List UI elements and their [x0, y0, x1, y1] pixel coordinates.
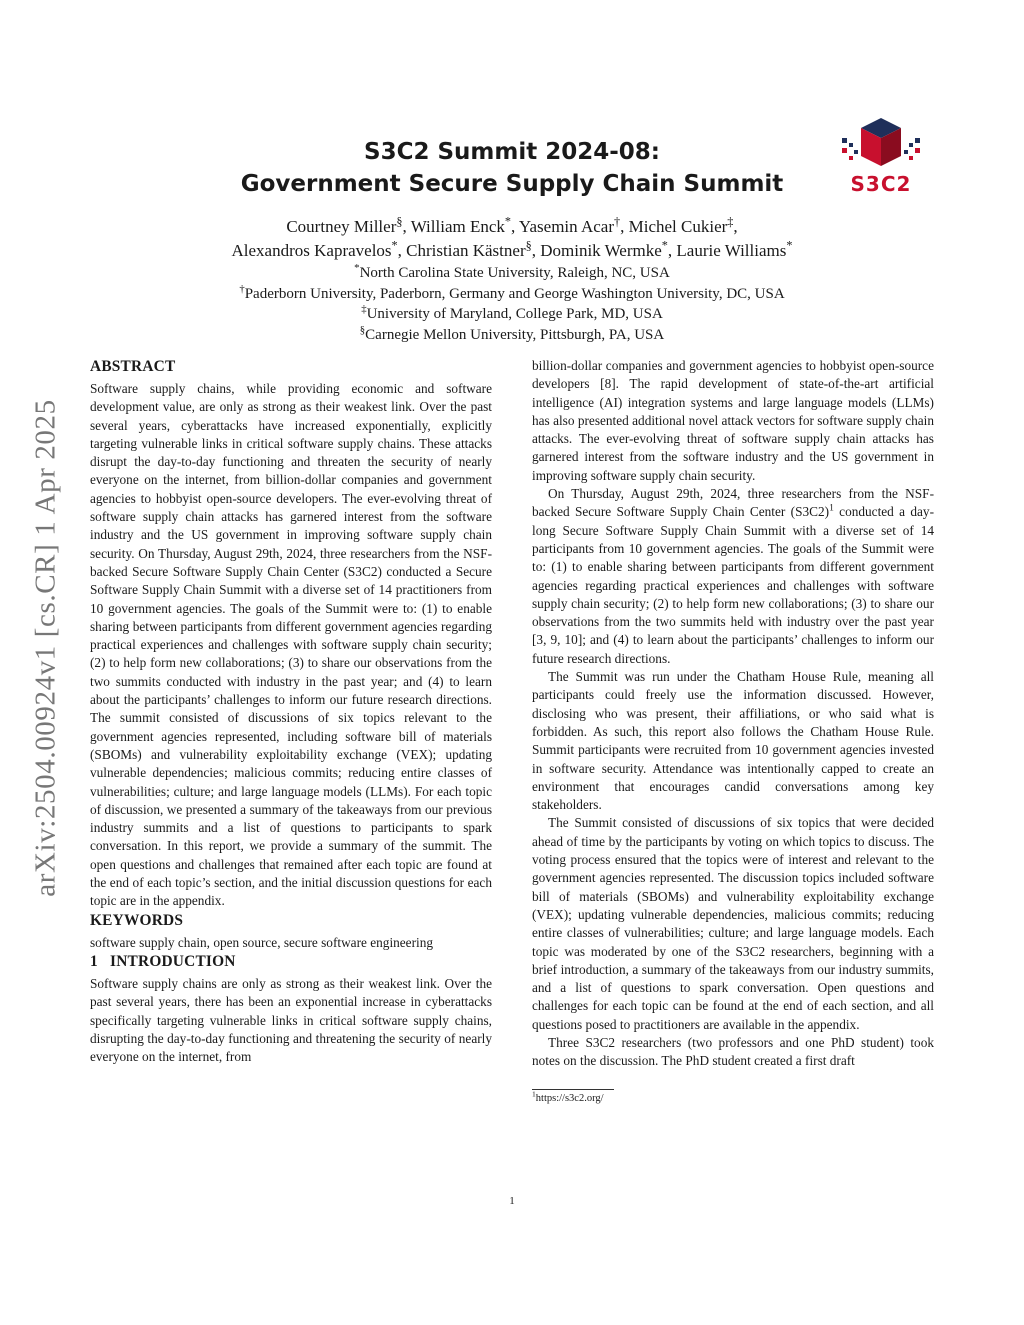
intro-paragraph-1: Software supply chains are only as strong as their weakest link. Over the past several years, there has been an exponential increase in cyberattacks specifically targeting vulnerable links in critical software supply chains, disrupting the day-to-day functioning and threatening the security of nearly everyone on the internet, from [90, 975, 492, 1065]
affiliation-mark: § [359, 323, 366, 336]
logo-pixel [909, 143, 913, 147]
author-affiliation-mark: † [613, 214, 621, 229]
affiliation-mark: † [239, 282, 245, 295]
logo-pixel [849, 156, 853, 160]
author-name: Alexandros Kapravelos [231, 241, 392, 260]
affiliation-text: North Carolina State University, Raleigh, NC, USA [359, 265, 670, 281]
intro-paragraph-3: The Summit was run under the Chatham House Rule, meaning all participants could freely use the information discussed. However, disclosing who was present, their affiliations, or who said what is forbidden. As such, this report also follows the Chatham House Rule. Summit participants were recruited from 10 government agencies invested in software security. Attendance was intentionally capped to create an environment that encourages candid conversations among key stakeholders. [532, 669, 934, 813]
affiliation-line [110, 263, 914, 284]
logo-pixel [909, 156, 913, 160]
intro-paragraph-2 [532, 485, 934, 668]
author-name: Courtney Miller [286, 217, 397, 236]
affiliation-text: Carnegie Mellon University, Pittsburgh, PA, USA [365, 326, 665, 343]
affiliation-mark: * [354, 262, 360, 274]
affiliation-line [110, 284, 914, 305]
affiliation-line [110, 304, 914, 325]
abstract-text: Software supply chains, while providing economic and software development value, are only as strong as their weakest link. Over the past several years, cyberattacks have increased exponentially, explicitly targeting vulnerable links in critical software supply chains. These attacks disrupt the day-to-day functioning and threaten the security of nearly everyone on the internet, from billion-dollar companies and government agencies to hobbyist open-source developers. The ever-evolving threat of software supply chain attacks has garnered interest from the software industry and the US government in improving software supply chain security. On Thursday, August 29th, 2024, three researchers from the NSF-backed Secure Software Supply Chain Center (S3C2) conducted a Secure Software Supply Chain Summit with a diverse set of 14 practitioners from 10 government agencies. The goals of the Summit were to: (1) to enable sharing between participants from different government agencies regarding practical experiences and challenges with software supply chain security; (2) to help form new collaborations; (3) to share our observations from the two summits conducted with industry in the past year; and (4) to learn about the participants’ challenges to inform our future research directions. The summit consisted of discussions of six topics relevant to the government agencies represented, including software bill of materials (SBOMs) and vulnerability exploitability exchange (VEX); updating vulnerable dependencies; malicious commits; reducing entire classes of vulnerabilities; culture; and large language models (LLMs). For each topic of discussion, we presented a summary of the takeaways from our previous industry summits and a list of questions to participants to spark conversation. In this report, we provide a summary of the summit. The open questions and challenges that remained after each topic are found at the end of each topic’s section, and the initial discussion questions for each topic are in the appendix. [90, 381, 492, 909]
left-column [90, 357, 492, 1066]
logo-pixel [842, 138, 847, 143]
intro-paragraph-1-continued: billion-dollar companies and government agencies to hobbyist open-source developers [8]. The rapid development of state-of-the-art artificial intelligence (AI) integration systems and large language models (LLMs) has also presented additional novel attack vectors for software supply chain attacks. The ever-evolving threat of software supply chain attacks has garnered interest from the software industry and the US government in improving software supply chain security. [532, 358, 934, 483]
author-name: William Enck [410, 217, 505, 236]
author-separator: , [531, 241, 541, 260]
logo-wordmark: S3C2 [850, 172, 912, 196]
intro-p2-after: conducted a day-long Secure Software Supply Chain Summit with a diverse set of 14 participants from 10 government agencies. The goals of the Summit were to: (1) to enable sharing between participants from different government agencies regarding practical experiences and challenges with software supply chain security; (2) to help form new collaborations; (3) to share our observations from the two summits held with industry over the past year [3, 9, 10]; and (4) to learn about the participants’ challenges to inform our future research directions. [532, 504, 934, 666]
affiliation-text: University of Maryland, College Park, MD, USA [366, 306, 663, 322]
author-affiliation-mark: § [525, 238, 532, 253]
keywords-text: software supply chain, open source, secure software engineering [90, 934, 434, 950]
introduction-heading: 1 INTRODUCTION [90, 952, 236, 970]
intro-paragraph-5: Three S3C2 researchers (two professors and one PhD student) took notes on the discussion. The PhD student created a first draft [532, 1034, 934, 1069]
author-affiliation-mark: § [396, 214, 403, 229]
keywords-heading: KEYWORDS [90, 911, 184, 929]
arxiv-sidebar [22, 365, 70, 930]
s3c2-logo [838, 116, 924, 196]
footnote-mark: 1 [532, 1089, 536, 1099]
logo-pixels-left [842, 138, 858, 160]
logo-pixel [854, 150, 858, 154]
author-affiliation-mark: * [661, 238, 668, 253]
page-number: 1 [509, 1195, 515, 1207]
author-affiliation-mark: * [391, 238, 398, 253]
abstract-heading: ABSTRACT [90, 358, 176, 375]
logo-pixel [915, 148, 920, 153]
title-line-1: S3C2 Summit 2024-08: [364, 139, 660, 165]
author-name: Yasemin Acar [518, 217, 614, 236]
author-affiliation-mark: ‡ [727, 214, 734, 229]
author-separator: , [511, 217, 519, 236]
paper-title [150, 136, 874, 200]
logo-pixels-right [904, 138, 920, 160]
logo-pixel [915, 138, 920, 143]
author-separator: , [402, 217, 411, 236]
author-separator: , [733, 217, 738, 236]
author-affiliation-mark: * [786, 238, 793, 253]
right-column [532, 357, 934, 1106]
affiliation-list [110, 263, 914, 345]
title-line-2: Government Secure Supply Chain Summit [240, 171, 784, 197]
logo-pixel [904, 150, 908, 154]
footnote-divider [532, 1089, 614, 1090]
arxiv-identifier: arXiv:2504.00924v1 [cs.CR] 1 Apr 2025 [29, 398, 62, 897]
affiliation-line [110, 325, 914, 346]
author-line-2 [110, 239, 914, 263]
author-name: Laurie Williams [676, 241, 787, 260]
author-name: Christian Kästner [406, 241, 526, 260]
author-separator: , [667, 241, 677, 260]
affiliation-text: Paderborn University, Paderborn, Germany and George Washington University, DC, USA [244, 285, 785, 302]
affiliation-mark: ‡ [361, 303, 367, 315]
logo-pixel [849, 143, 853, 147]
author-affiliation-mark: * [504, 214, 512, 229]
author-name: Michel Cukier [628, 217, 728, 236]
author-separator: , [620, 217, 629, 236]
author-list [110, 215, 914, 263]
author-name: Dominik Wermke [540, 241, 662, 260]
author-separator: , [397, 241, 407, 260]
intro-paragraph-4: The Summit consisted of discussions of six topics that were decided ahead of time by the participants by voting on which topics to discuss. The voting process ensured that the topics were of interest and relevant to the government agencies represented. The discussion topics included software bill of materials (SBOMs) and vulnerability exploitability exchange (VEX); updating vulnerable dependencies, malicious commits; reducing entire classes of vulnerabilities; culture; and large language models. Each topic was moderated by one of the S3C2 researchers, beginning with a brief introduction, a summary of the takeaways from our industry summits, and a list of questions to spark conversation. Open questions and challenges for each topic can be found at the end of each section, and all questions posed to practitioners are available in the appendix. [532, 815, 934, 1032]
footnote [532, 1089, 934, 1106]
intro-p2-before: On Thursday, August 29th, 2024, three researchers from the NSF-backed Secure Software Supply Chain Center (S3C2) [532, 486, 934, 520]
author-line-1 [110, 215, 914, 239]
footnote-ref[interactable]: 1 [829, 502, 834, 514]
footnote-link[interactable]: https://s3c2.org/ [535, 1092, 604, 1104]
logo-pixel [842, 148, 847, 153]
